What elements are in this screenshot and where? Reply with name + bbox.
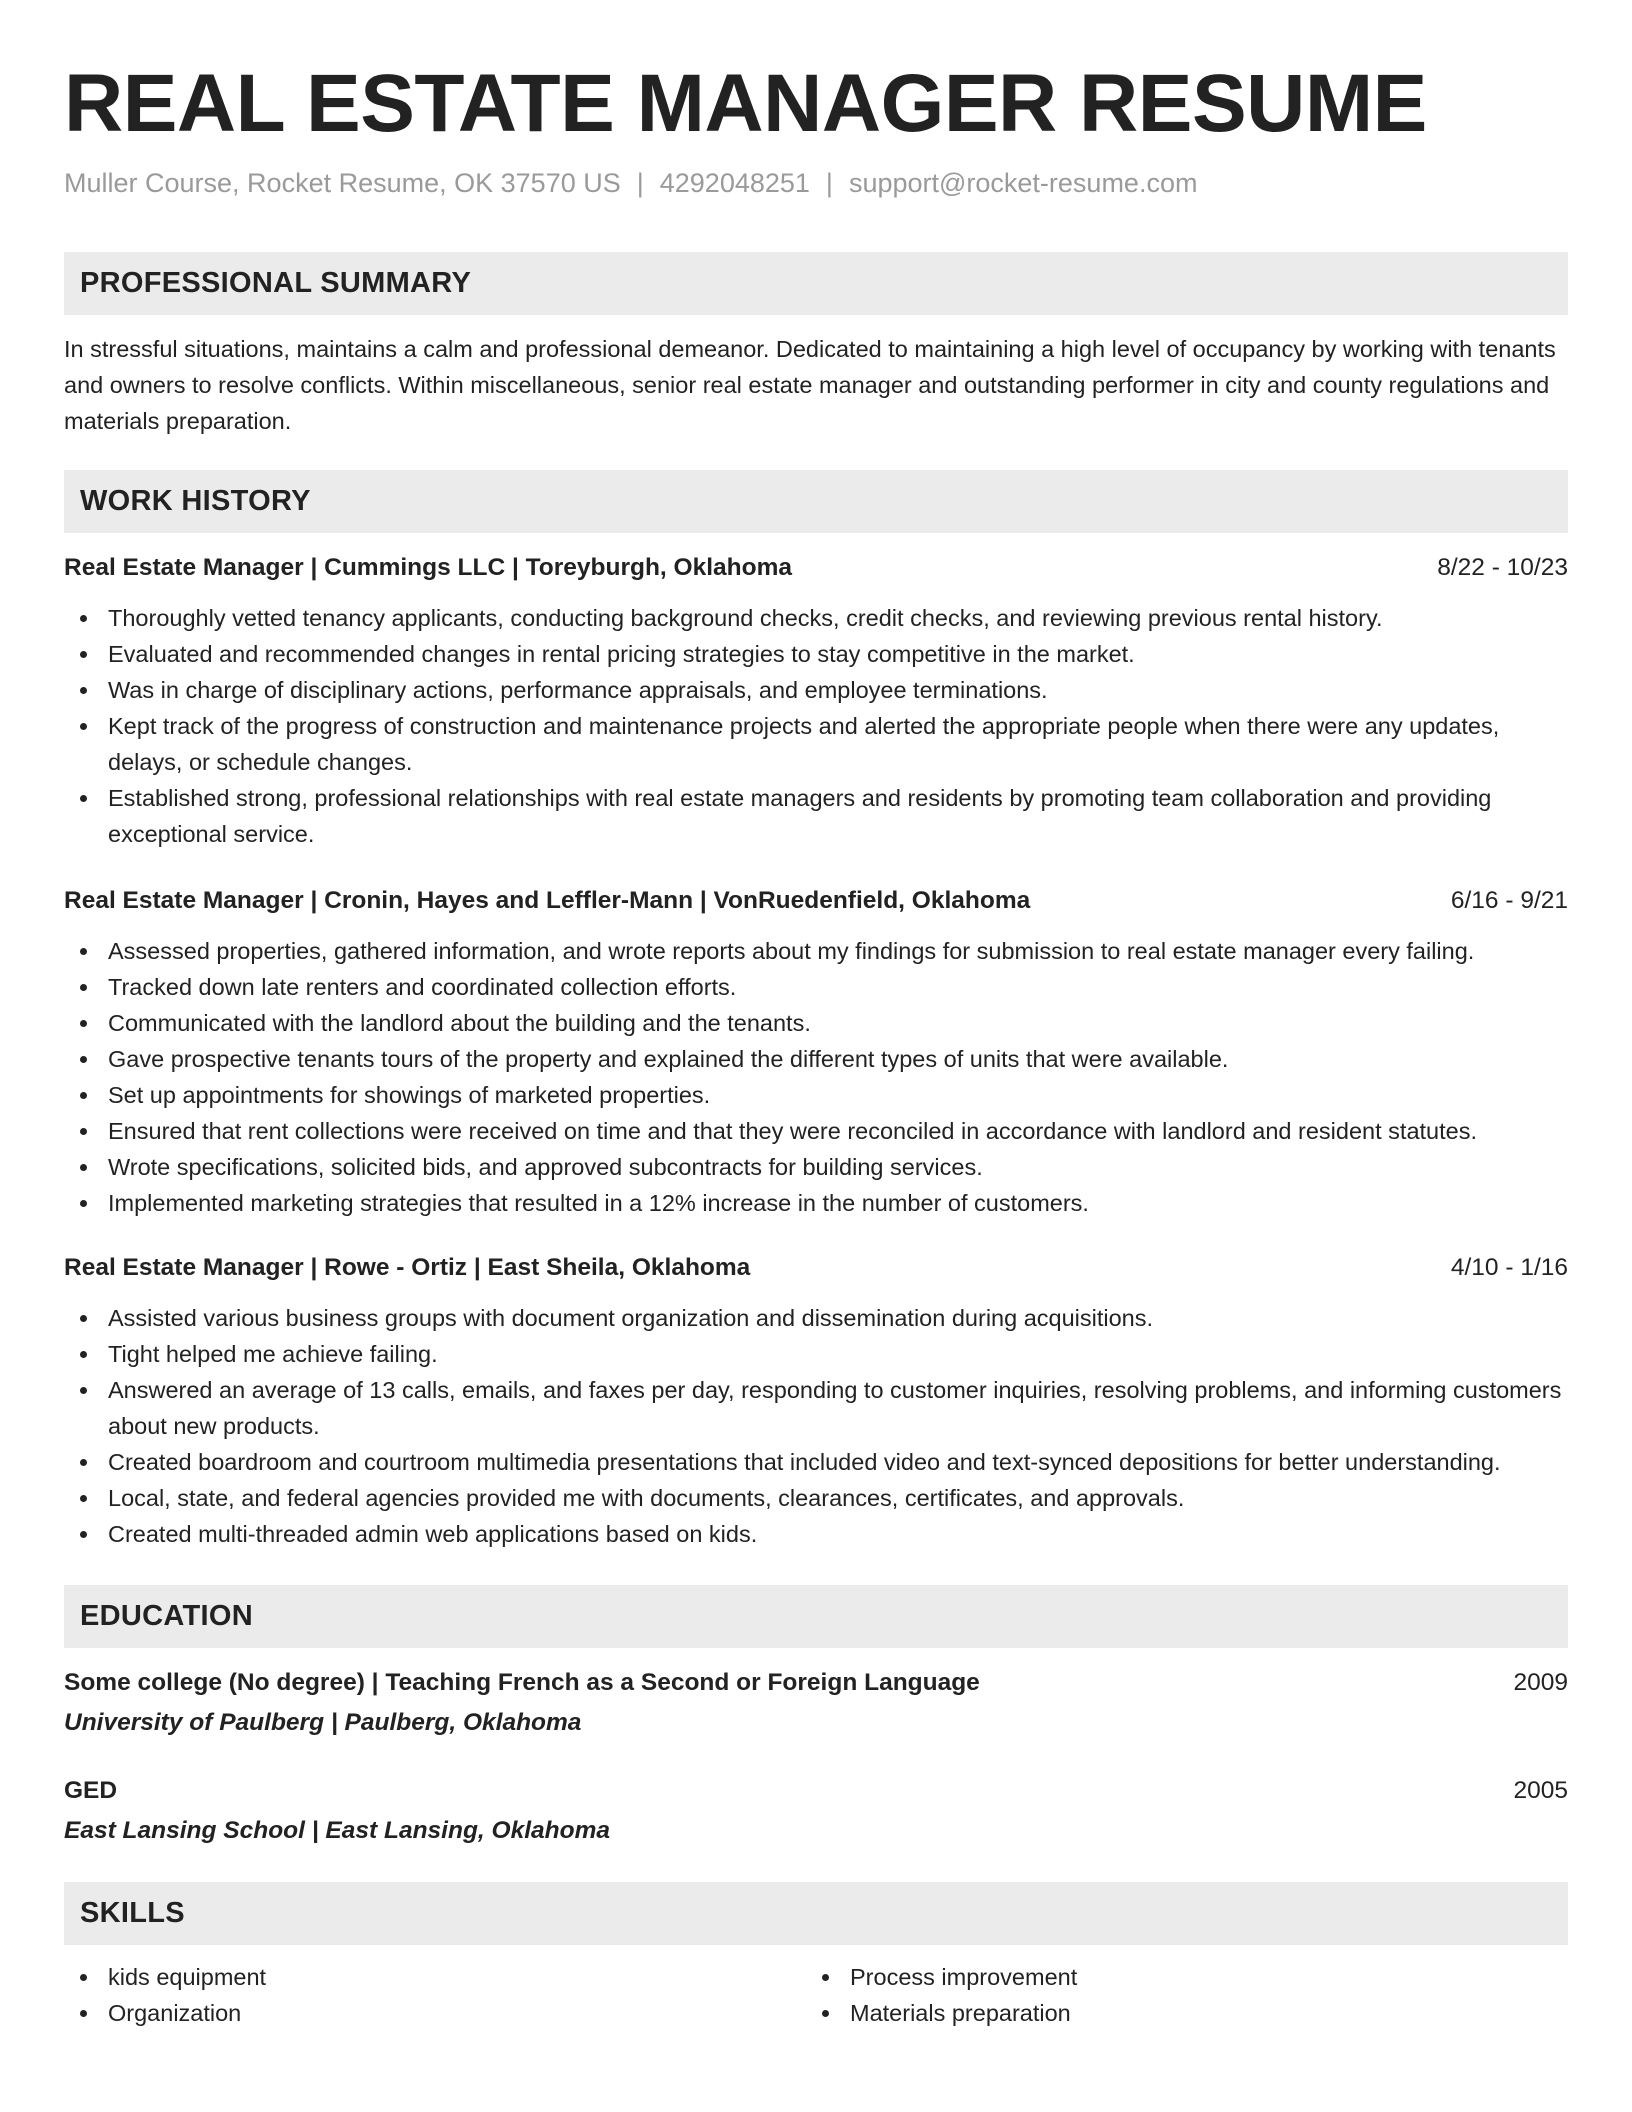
job-bullets xyxy=(64,600,1568,852)
education-entry xyxy=(64,1774,1568,1848)
job-bullet: Created multi-threaded admin web applications based on kids. xyxy=(64,1516,1568,1552)
section-heading-summary: PROFESSIONAL SUMMARY xyxy=(64,252,1568,315)
skill-item: kids equipment xyxy=(64,1959,806,1995)
job-entry xyxy=(64,1251,1568,1552)
education-year: 2005 xyxy=(1513,1777,1568,1804)
job-title: Real Estate Manager | Cummings LLC | Toreyburgh, Oklahoma xyxy=(64,554,792,581)
job-bullet: Implemented marketing strategies that resulted in a 12% increase in the number of customers. xyxy=(64,1185,1568,1221)
contact-line xyxy=(64,166,1568,200)
job-bullet: Ensured that rent collections were received on time and that they were reconciled in accordance with landlord and resident statutes. xyxy=(64,1113,1568,1149)
job-bullet: Set up appointments for showings of marketed properties. xyxy=(64,1077,1568,1113)
education-degree: Some college (No degree) | Teaching French as a Second or Foreign Language xyxy=(64,1669,980,1696)
section-heading-education: EDUCATION xyxy=(64,1585,1568,1648)
education-degree: GED xyxy=(64,1777,118,1804)
education-school: University of Paulberg | Paulberg, Oklahoma xyxy=(64,1709,582,1736)
contact-separator: | xyxy=(636,168,644,198)
resume-title: REAL ESTATE MANAGER RESUME xyxy=(64,58,1427,149)
skill-item: Organization xyxy=(64,1995,806,2031)
contact-address: Muller Course, Rocket Resume, OK 37570 US xyxy=(64,168,621,198)
skill-item: Process improvement xyxy=(806,1959,1548,1995)
job-title: Real Estate Manager | Rowe - Ortiz | East Sheila, Oklahoma xyxy=(64,1254,751,1281)
job-bullets xyxy=(64,1300,1568,1552)
section-heading-work-history: WORK HISTORY xyxy=(64,470,1568,533)
section-heading-skills: SKILLS xyxy=(64,1882,1568,1945)
job-bullet: Kept track of the progress of construction and maintenance projects and alerted the appropriate people when there were any updates, delays, or schedule changes. xyxy=(64,708,1568,780)
education-school: East Lansing School | East Lansing, Oklahoma xyxy=(64,1817,610,1844)
job-entry xyxy=(64,884,1568,1221)
job-bullet: Gave prospective tenants tours of the property and explained the different types of units that were available. xyxy=(64,1041,1568,1077)
job-entry xyxy=(64,551,1568,852)
job-bullet: Assessed properties, gathered information, and wrote reports about my findings for submission to real estate manager every failing. xyxy=(64,933,1568,969)
skill-item: Materials preparation xyxy=(806,1995,1548,2031)
summary-text: In stressful situations, maintains a calm and professional demeanor. Dedicated to maintaining a high level of occupancy by working with tenants and owners to resolve conflicts. Within miscellaneous, senior real estate manager and outstanding performer in city and county regulations and materials preparation. xyxy=(64,336,1556,434)
job-bullets xyxy=(64,933,1568,1221)
job-bullet: Established strong, professional relationships with real estate managers and residents by promoting team collaboration and providing exceptional service. xyxy=(64,780,1568,852)
education-year: 2009 xyxy=(1513,1669,1568,1696)
job-dates: 6/16 - 9/21 xyxy=(1450,887,1568,914)
job-bullet: Was in charge of disciplinary actions, performance appraisals, and employee terminations. xyxy=(64,672,1568,708)
job-title: Real Estate Manager | Cronin, Hayes and Leffler-Mann | VonRuedenfield, Oklahoma xyxy=(64,887,1031,914)
contact-email: support@rocket-resume.com xyxy=(848,168,1198,198)
job-bullet: Tight helped me achieve failing. xyxy=(64,1336,1568,1372)
job-bullet: Evaluated and recommended changes in rental pricing strategies to stay competitive in the market. xyxy=(64,636,1568,672)
job-bullet: Answered an average of 13 calls, emails, and faxes per day, responding to customer inquiries, resolving problems, and informing customers about new products. xyxy=(64,1372,1568,1444)
contact-separator: | xyxy=(825,168,833,198)
job-dates: 4/10 - 1/16 xyxy=(1450,1254,1568,1281)
skills-list xyxy=(64,1959,1568,2031)
job-bullet: Communicated with the landlord about the building and the tenants. xyxy=(64,1005,1568,1041)
job-dates: 8/22 - 10/23 xyxy=(1437,554,1568,581)
resume-page xyxy=(64,56,1568,2031)
job-bullet: Thoroughly vetted tenancy applicants, conducting background checks, credit checks, and reviewing previous rental history. xyxy=(64,600,1568,636)
education-entry xyxy=(64,1666,1568,1740)
skills-column-right xyxy=(806,1959,1548,2031)
skills-column-left xyxy=(64,1959,806,2031)
job-bullet: Tracked down late renters and coordinated collection efforts. xyxy=(64,969,1568,1005)
job-bullet: Created boardroom and courtroom multimedia presentations that included video and text-synced depositions for better understanding. xyxy=(64,1444,1568,1480)
job-bullet: Wrote specifications, solicited bids, and approved subcontracts for building services. xyxy=(64,1149,1568,1185)
job-bullet: Assisted various business groups with document organization and dissemination during acquisitions. xyxy=(64,1300,1568,1336)
job-bullet: Local, state, and federal agencies provided me with documents, clearances, certificates, and approvals. xyxy=(64,1480,1568,1516)
contact-phone: 4292048251 xyxy=(659,168,810,198)
